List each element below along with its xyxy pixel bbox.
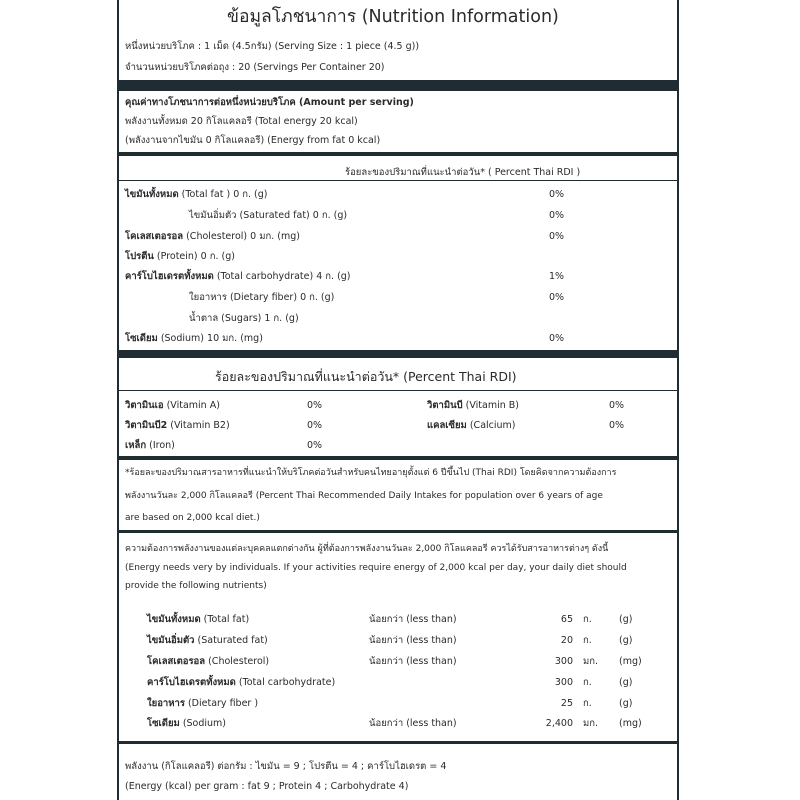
dv-en: (Total fat)	[200, 614, 250, 625]
dv-comparison: น้อยกว่า (less than)	[369, 614, 457, 625]
vitamin-thai: วิตามินบี	[427, 400, 463, 411]
section-divider	[117, 530, 679, 533]
energy-needs-line: ความต้องการพลังงานของแต่ละบุคคลแตกต่างกัน ผู้ที่ต้องการพลังงานวันละ 2,000 กิโลแคลอรี ควรได้รับสารอาหารต่างๆ ดังนี้	[125, 544, 609, 554]
dv-unit-en: (g)	[619, 677, 633, 688]
vitamin-item	[125, 419, 230, 432]
rdi-footnote-line: พลังงานวันละ 2,000 กิโลแคลอรี (Percent Thai Recommended Daily Intakes for population over 6 years of age	[125, 491, 603, 501]
energy-from-fat: (พลังงานจากไขมัน 0 กิโลแคลอรี) (Energy from fat 0 kcal)	[125, 135, 381, 146]
nutrient-thai: โคเลสเตอรอล	[125, 231, 184, 242]
dv-unit-en: (mg)	[619, 718, 642, 729]
nutrient-en: (Total carbohydrate) 4 ก. (g)	[213, 271, 351, 282]
vitamin-thai: วิตามินบี2	[125, 420, 168, 431]
vitamin-en: (Vitamin A)	[163, 400, 220, 411]
energy-needs-line: (Energy needs very by individuals. If your activities require energy of 2,000 kcal per day, your daily diet should	[125, 563, 627, 573]
nutrient-thai: ไขมันอิ่มตัว	[189, 210, 237, 221]
dv-unit-thai: มก.	[583, 656, 599, 667]
dv-unit-thai: ก.	[583, 677, 592, 688]
vitamin-en: (Iron)	[146, 440, 175, 451]
serving-size: หนึ่งหน่วยบริโภค : 1 เม็ด (4.5กรัม) (Serving Size : 1 piece (4.5 g))	[125, 41, 420, 52]
rdi-footnote-line: *ร้อยละของปริมาณสารอาหารที่แนะนำให้บริโภคต่อวันสำหรับคนไทยอายุตั้งแต่ 6 ปีขึ้นไป (Thai RDI) โดยคิดจากความต้องการ	[125, 468, 617, 478]
nutrient-thai: ใยอาหาร	[189, 292, 227, 303]
nutrient-thai: น้ำตาล	[189, 313, 219, 324]
rdi-footnote-line: are based on 2,000 kcal diet.)	[125, 513, 260, 523]
vitamin-item	[125, 399, 220, 412]
dv-thai: ไขมันทั้งหมด	[147, 614, 201, 625]
dv-unit-en: (mg)	[619, 656, 642, 667]
dv-comparison: น้อยกว่า (less than)	[369, 656, 457, 667]
dv-unit-thai: ก.	[583, 698, 592, 709]
energy-needs-line: provide the following nutrients)	[125, 581, 267, 591]
total-energy: พลังงานทั้งหมด 20 กิโลแคลอรี (Total energy 20 kcal)	[125, 116, 358, 127]
vitamin-en: (Vitamin B)	[462, 400, 519, 411]
nutrient-percent: 0%	[549, 292, 565, 303]
nutrient-percent: 1%	[549, 271, 565, 282]
nutrient-percent: 0%	[549, 231, 565, 242]
dv-thai: ใยอาหาร	[147, 698, 185, 709]
dv-en: (Dietary fiber )	[184, 698, 259, 709]
dv-unit-thai: ก.	[583, 614, 592, 625]
nutrient-en: (Saturated fat) 0 ก. (g)	[236, 210, 348, 221]
nutrient-thai: ไขมันทั้งหมด	[125, 189, 179, 200]
nutrient-percent: 0%	[549, 189, 565, 200]
nutrient-en: (Protein) 0 ก. (g)	[153, 251, 235, 262]
vitamin-thai: แคลเซียม	[427, 420, 467, 431]
vitamin-percent: 0%	[307, 420, 323, 431]
nutrient-thai: โปรตีน	[125, 251, 154, 262]
dv-unit-en: (g)	[619, 635, 633, 646]
dv-value: 300	[554, 677, 573, 688]
rule	[117, 180, 679, 181]
nutrient-percent: 0%	[549, 333, 565, 344]
vitamin-heading: ร้อยละของปริมาณที่แนะนำต่อวัน* (Percent Thai RDI)	[215, 369, 517, 384]
nutrient-en: (Total fat ) 0 ก. (g)	[178, 189, 268, 200]
vitamin-en: (Vitamin B2)	[167, 420, 230, 431]
nutrient-en: (Sugars) 1 ก. (g)	[218, 313, 299, 324]
section-divider	[117, 456, 679, 460]
vitamin-percent: 0%	[307, 400, 323, 411]
vitamin-percent: 0%	[609, 400, 625, 411]
nutrition-label	[117, 0, 679, 800]
nutrient-en: (Sodium) 10 มก. (mg)	[157, 333, 263, 344]
section-divider	[117, 152, 679, 156]
section-divider	[117, 350, 679, 358]
dv-en: (Cholesterol)	[205, 656, 270, 667]
nutrient-thai: คาร์โบไฮเดรตทั้งหมด	[125, 271, 214, 282]
servings-per-container: จำนวนหน่วยบริโภคต่อถุง : 20 (Servings Per Container 20)	[125, 62, 385, 73]
vitamin-item	[125, 439, 175, 452]
section-divider	[117, 741, 679, 744]
vitamin-item	[427, 399, 519, 412]
rule	[117, 390, 679, 391]
vitamin-thai: เหล็ก	[125, 440, 147, 451]
vitamin-item	[427, 419, 516, 432]
section-divider	[117, 80, 679, 91]
label-title: ข้อมูลโภชนาการ (Nutrition Information)	[227, 7, 559, 27]
dv-value: 2,400	[545, 718, 573, 729]
nutrient-thai: โซเดียม	[125, 333, 158, 344]
dv-value: 25	[560, 698, 573, 709]
vitamin-percent: 0%	[307, 440, 323, 451]
energy-per-gram-en: (Energy (kcal) per gram : fat 9 ; Protein 4 ; Carbohydrate 4)	[125, 781, 409, 792]
dv-value: 300	[554, 656, 573, 667]
nutrient-en: (Dietary fiber) 0 ก. (g)	[226, 292, 335, 303]
dv-unit-thai: ก.	[583, 635, 592, 646]
dv-unit-en: (g)	[619, 698, 633, 709]
rdi-header: ร้อยละของปริมาณที่แนะนำต่อวัน* ( Percent Thai RDI )	[345, 167, 581, 178]
dv-thai: โคเลสเตอรอล	[147, 656, 206, 667]
dv-value: 20	[560, 635, 573, 646]
dv-comparison: น้อยกว่า (less than)	[369, 635, 457, 646]
vitamin-thai: วิตามินเอ	[125, 400, 164, 411]
amount-heading: คุณค่าทางโภชนาการต่อหนึ่งหน่วยบริโภค (Amount per serving)	[125, 97, 414, 108]
dv-value: 65	[560, 614, 573, 625]
dv-en: (Total carbohydrate)	[235, 677, 336, 688]
nutrient-percent: 0%	[549, 210, 565, 221]
energy-per-gram-thai: พลังงาน (กิโลแคลอรี) ต่อกรัม : ไขมัน = 9 ; โปรตีน = 4 ; คาร์โบไฮเดรต = 4	[125, 761, 447, 772]
nutrient-en: (Cholesterol) 0 มก. (mg)	[183, 231, 300, 242]
dv-en: (Sodium)	[179, 718, 227, 729]
vitamin-percent: 0%	[609, 420, 625, 431]
dv-en: (Saturated fat)	[194, 635, 268, 646]
dv-thai: โซเดียม	[147, 718, 180, 729]
dv-thai: คาร์โบไฮเดรตทั้งหมด	[147, 677, 236, 688]
dv-unit-thai: มก.	[583, 718, 599, 729]
dv-comparison: น้อยกว่า (less than)	[369, 718, 457, 729]
dv-thai: ไขมันอิ่มตัว	[147, 635, 195, 646]
dv-unit-en: (g)	[619, 614, 633, 625]
vitamin-en: (Calcium)	[466, 420, 516, 431]
